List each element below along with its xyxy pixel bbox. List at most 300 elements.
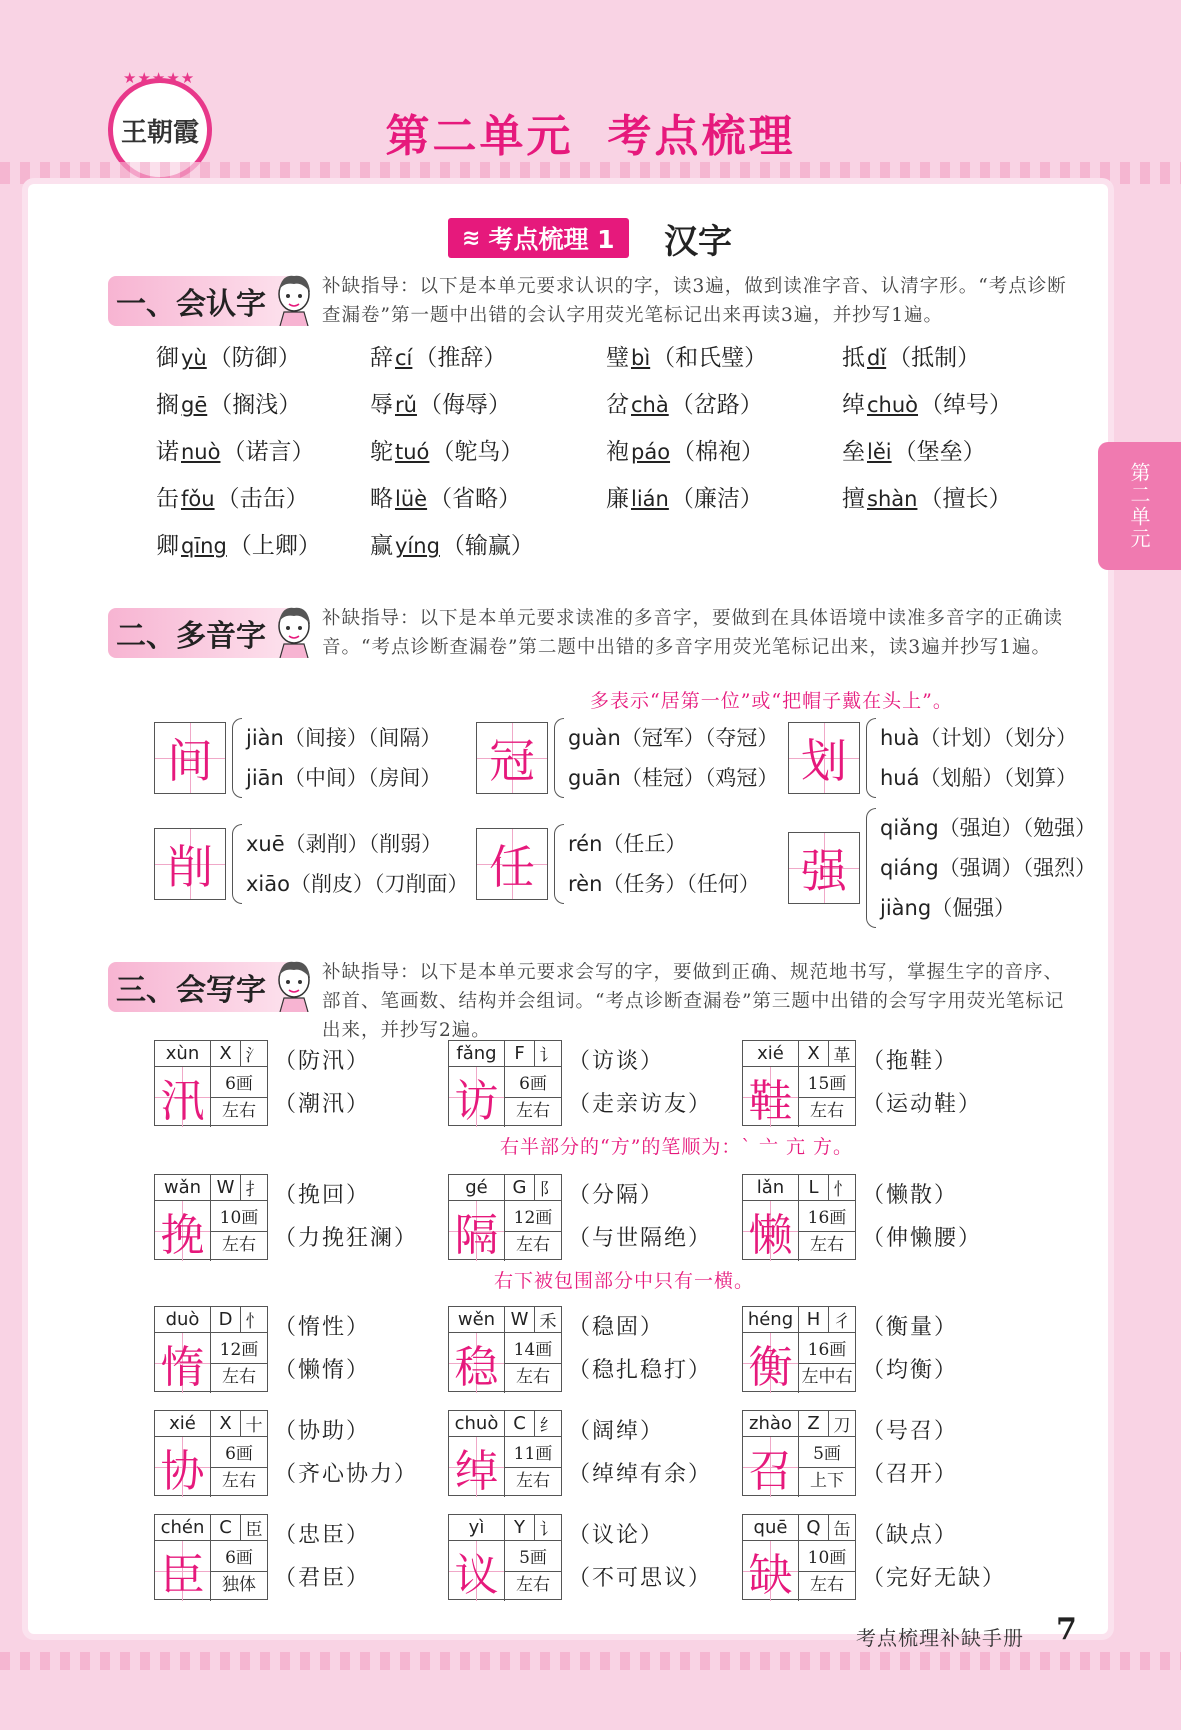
read-pinyin: qīng xyxy=(181,534,227,558)
reading-pinyin: xuē xyxy=(246,832,285,856)
char-meta xyxy=(799,1067,855,1127)
read-char-item xyxy=(156,434,370,470)
read-pinyin: páo xyxy=(631,440,671,464)
read-pinyin: lěi xyxy=(867,440,892,464)
char-info-grid xyxy=(742,1174,856,1260)
reading-words: （剥削）（削弱） xyxy=(284,832,443,856)
read-pinyin: cí xyxy=(395,346,413,370)
part1-guide: 补缺指导：以下是本单元要求认识的字，读3遍，做到读准字音、认清字形。“考点诊断查漏卷”第一题中出错的会认字用荧光笔标记出来再读3遍，并抄写1遍。 xyxy=(322,276,1067,326)
write-char-card xyxy=(742,1040,982,1126)
part3-heading: 三、会写字 xyxy=(108,962,298,1012)
part3-annotation-2: 右下被包围部分中只有一横。 xyxy=(494,1270,755,1292)
char-structure: 左右 xyxy=(222,1100,256,1121)
char-structure: 左右 xyxy=(810,1100,844,1121)
read-pinyin: yù xyxy=(181,346,207,370)
radical: 缶 xyxy=(829,1515,855,1541)
write-char: 协 xyxy=(155,1437,211,1497)
write-pinyin: héng xyxy=(743,1307,799,1333)
read-char-item xyxy=(842,387,1042,423)
reading-pinyin: guān xyxy=(568,766,621,790)
char-meta xyxy=(211,1067,267,1127)
write-char: 衡 xyxy=(743,1333,799,1393)
word-example: （稳扎稳打） xyxy=(568,1357,713,1383)
word-example: （运动鞋） xyxy=(862,1091,983,1117)
polyphone-item xyxy=(154,824,468,904)
read-word: （击缶） xyxy=(216,486,309,512)
char-meta xyxy=(211,1201,267,1261)
word-example: （绰绰有余） xyxy=(568,1461,713,1487)
read-word: （和氏璧） xyxy=(652,345,768,371)
write-char-card xyxy=(742,1514,1006,1600)
write-char-card xyxy=(742,1410,958,1496)
char-meta xyxy=(505,1541,561,1601)
word-list xyxy=(568,1174,712,1260)
read-word: （岔路） xyxy=(670,392,763,418)
read-word: （推辞） xyxy=(414,345,507,371)
radical: 阝 xyxy=(535,1175,561,1201)
reading-words: （强迫）（勉强） xyxy=(938,816,1097,840)
read-char-item xyxy=(606,481,842,517)
student-avatar-icon xyxy=(272,270,316,326)
brace-icon xyxy=(866,718,876,798)
page-title-topic: 考点梳理 xyxy=(607,111,796,162)
char-structure: 上下 xyxy=(810,1470,844,1491)
word-example: （与世隔绝） xyxy=(568,1225,713,1251)
polyphone-reading xyxy=(880,718,1077,758)
reading-pinyin: jiān xyxy=(246,766,284,790)
polyphone-reading xyxy=(568,824,760,864)
polyphone-char: 冠 xyxy=(476,722,548,794)
read-char: 略 xyxy=(370,486,393,512)
char-info-grid xyxy=(448,1040,562,1126)
word-example: （惰性） xyxy=(274,1314,371,1340)
read-char-item xyxy=(156,528,370,564)
reading-words: （倔强） xyxy=(931,896,1016,920)
radical: 刀 xyxy=(829,1411,855,1437)
reading-pinyin: rèn xyxy=(568,872,603,896)
radical: 革 xyxy=(829,1041,855,1067)
read-char: 缶 xyxy=(156,486,179,512)
read-word: （省略） xyxy=(429,486,522,512)
section-title: 汉字 xyxy=(664,222,732,262)
word-example: （稳固） xyxy=(568,1314,665,1340)
char-meta xyxy=(799,1437,855,1497)
char-meta xyxy=(505,1333,561,1393)
part3-annotation-1: 右半部分的“方”的笔顺为：` 亠 亢 方。 xyxy=(500,1136,854,1158)
part2-heading: 二、多音字 xyxy=(108,608,298,658)
index-letter: W xyxy=(505,1307,535,1333)
student-avatar-icon xyxy=(272,956,316,1012)
polyphone-char: 削 xyxy=(154,828,226,900)
read-pinyin: lüè xyxy=(395,487,428,511)
index-letter: W xyxy=(211,1175,241,1201)
radical: 臣 xyxy=(241,1515,267,1541)
read-char: 卿 xyxy=(156,533,179,559)
char-structure: 左右 xyxy=(810,1574,844,1595)
read-char: 搁 xyxy=(156,392,179,418)
word-example: （访谈） xyxy=(568,1048,665,1074)
word-list xyxy=(274,1040,370,1126)
polyphone-reading xyxy=(568,864,760,904)
read-word: （抵制） xyxy=(888,345,981,371)
read-char-item xyxy=(370,481,606,517)
reading-words: （桂冠）（鸡冠） xyxy=(620,766,779,790)
unit-side-tab[interactable] xyxy=(1098,442,1181,570)
read-word: （输赢） xyxy=(441,533,534,559)
reading-pinyin: guàn xyxy=(568,726,621,750)
word-example: （挽回） xyxy=(274,1182,371,1208)
read-char-item xyxy=(606,387,842,423)
word-example: （议论） xyxy=(568,1522,665,1548)
char-info-grid xyxy=(154,1306,268,1392)
polyphone-char: 强 xyxy=(788,832,860,904)
read-word: （搁浅） xyxy=(209,392,302,418)
write-char: 鞋 xyxy=(743,1067,799,1127)
char-structure: 左右 xyxy=(516,1470,550,1491)
read-pinyin: chà xyxy=(631,393,669,417)
part2-annotation: 多表示“居第一位”或“把帽子戴在头上”。 xyxy=(590,690,953,712)
write-pinyin: zhào xyxy=(743,1411,799,1437)
stroke-count: 16画 xyxy=(799,1205,855,1232)
char-meta xyxy=(211,1437,267,1497)
char-structure: 左右 xyxy=(516,1574,550,1595)
char-info-grid xyxy=(154,1410,268,1496)
radical: 忄 xyxy=(241,1307,267,1333)
read-char-item xyxy=(370,434,606,470)
radical: 讠 xyxy=(535,1515,561,1541)
reading-pinyin: huá xyxy=(880,766,920,790)
read-char-item xyxy=(370,340,606,376)
char-info-grid xyxy=(742,1306,856,1392)
polyphone-char: 间 xyxy=(154,722,226,794)
write-pinyin: xié xyxy=(743,1041,799,1067)
word-example: （完好无缺） xyxy=(862,1565,1007,1591)
radical: 十 xyxy=(241,1411,267,1437)
bottom-wave-divider xyxy=(0,1652,1181,1670)
write-char: 惰 xyxy=(155,1333,211,1393)
brace-icon xyxy=(554,718,564,798)
char-info-grid xyxy=(448,1306,562,1392)
char-structure: 左右 xyxy=(222,1234,256,1255)
stroke-count: 5画 xyxy=(505,1545,561,1572)
reading-pinyin: huà xyxy=(880,726,920,750)
polyphone-reading xyxy=(568,758,778,798)
word-example: （协助） xyxy=(274,1418,371,1444)
word-example: （防汛） xyxy=(274,1048,371,1074)
char-meta xyxy=(799,1333,855,1393)
word-list xyxy=(862,1174,982,1260)
index-letter: Y xyxy=(505,1515,535,1541)
stroke-count: 6画 xyxy=(211,1441,267,1468)
char-info-grid xyxy=(742,1040,856,1126)
read-pinyin: fǒu xyxy=(181,487,215,511)
top-wave-divider xyxy=(0,162,1181,184)
stroke-count: 15画 xyxy=(799,1071,855,1098)
polyphone-item xyxy=(154,718,441,798)
polyphone-reading xyxy=(246,864,468,904)
word-list xyxy=(568,1040,712,1126)
stroke-count: 6画 xyxy=(211,1071,267,1098)
word-example: （懒惰） xyxy=(274,1357,371,1383)
write-char: 臣 xyxy=(155,1541,211,1601)
word-example: （召开） xyxy=(862,1461,959,1487)
write-char-card xyxy=(448,1306,712,1392)
word-list xyxy=(274,1514,370,1600)
word-example: （君臣） xyxy=(274,1565,371,1591)
word-example: （缺点） xyxy=(862,1522,959,1548)
read-char: 璧 xyxy=(606,345,629,371)
radical: 禾 xyxy=(535,1307,561,1333)
write-char: 懒 xyxy=(743,1201,799,1261)
polyphone-reading xyxy=(246,758,441,798)
reading-pinyin: qiáng xyxy=(880,856,939,880)
read-pinyin: shàn xyxy=(867,487,918,511)
wave-icon: ≋ xyxy=(462,225,481,251)
write-char-card xyxy=(154,1174,418,1260)
read-word: （擅长） xyxy=(919,486,1012,512)
char-structure: 左右 xyxy=(810,1234,844,1255)
write-char-card xyxy=(448,1040,712,1126)
word-list xyxy=(862,1514,1006,1600)
stroke-count: 10画 xyxy=(799,1545,855,1572)
char-info-grid xyxy=(154,1174,268,1260)
radical: 氵 xyxy=(241,1041,267,1067)
stroke-count: 6画 xyxy=(505,1071,561,1098)
stroke-count: 12画 xyxy=(211,1337,267,1364)
char-structure: 左右 xyxy=(516,1100,550,1121)
read-pinyin: bì xyxy=(631,346,651,370)
write-char: 挽 xyxy=(155,1201,211,1261)
write-char: 隔 xyxy=(449,1201,505,1261)
stroke-count: 5画 xyxy=(799,1441,855,1468)
write-char-card xyxy=(742,1174,982,1260)
read-char-item xyxy=(842,340,1042,376)
write-char-card xyxy=(154,1040,370,1126)
read-char: 廉 xyxy=(606,486,629,512)
write-char: 访 xyxy=(449,1067,505,1127)
logo-text: 王朝霞 xyxy=(120,117,199,148)
word-example: （分隔） xyxy=(568,1182,665,1208)
polyphone-char: 划 xyxy=(788,722,860,794)
read-word: （绰号） xyxy=(920,392,1013,418)
polyphone-item xyxy=(788,808,1096,928)
word-list xyxy=(862,1410,958,1496)
page-title xyxy=(0,100,1181,164)
reading-pinyin: jiàng xyxy=(880,896,932,920)
read-char-item xyxy=(842,481,1042,517)
char-info-grid xyxy=(742,1410,856,1496)
brace-icon xyxy=(554,824,564,904)
write-char-card xyxy=(154,1410,418,1496)
index-letter: X xyxy=(211,1411,241,1437)
polyphone-reading xyxy=(568,718,778,758)
reading-pinyin: jiàn xyxy=(246,726,284,750)
radical: 彳 xyxy=(829,1307,855,1333)
word-example: （懒散） xyxy=(862,1182,959,1208)
part3-guide: 补缺指导：以下是本单元要求会写的字，要做到正确、规范地书写，掌握生字的音序、部首、笔画数、结构并会组词。“考点诊断查漏卷”第三题中出错的会写字用荧光笔标记出来，并抄写2遍。 xyxy=(322,962,1065,1041)
write-char: 汛 xyxy=(155,1067,211,1127)
book-title: 考点梳理补缺手册 xyxy=(856,1626,1024,1650)
read-char: 岔 xyxy=(606,392,629,418)
radical: 扌 xyxy=(241,1175,267,1201)
char-meta xyxy=(211,1541,267,1601)
char-info-grid xyxy=(742,1514,856,1600)
write-char: 绰 xyxy=(449,1437,505,1497)
read-pinyin: gē xyxy=(181,393,208,417)
word-example: （号召） xyxy=(862,1418,959,1444)
write-pinyin: chuò xyxy=(449,1411,505,1437)
read-word: （诺言） xyxy=(222,439,315,465)
write-char-card xyxy=(154,1514,370,1600)
index-letter: Z xyxy=(799,1411,829,1437)
char-info-grid xyxy=(154,1514,268,1600)
read-char: 绰 xyxy=(842,392,865,418)
write-pinyin: yì xyxy=(449,1515,505,1541)
page-number: 7 xyxy=(1056,1612,1077,1647)
read-char-item xyxy=(156,481,370,517)
write-char: 稳 xyxy=(449,1333,505,1393)
reading-words: （划船）（划算） xyxy=(919,766,1077,790)
read-word: （堡垒） xyxy=(893,439,986,465)
index-letter: C xyxy=(211,1515,241,1541)
read-char-item xyxy=(370,528,606,564)
read-word: （上卿） xyxy=(228,533,321,559)
write-char-card xyxy=(448,1410,712,1496)
index-letter: C xyxy=(505,1411,535,1437)
read-char-item xyxy=(156,387,370,423)
write-char-card xyxy=(154,1306,370,1392)
read-char-item xyxy=(370,387,606,423)
radical: 忄 xyxy=(829,1175,855,1201)
read-char: 抵 xyxy=(842,345,865,371)
stroke-count: 6画 xyxy=(211,1545,267,1572)
write-pinyin: duò xyxy=(155,1307,211,1333)
logo-stars: ★★★★★ xyxy=(123,69,196,87)
write-char-card xyxy=(742,1306,958,1392)
word-list xyxy=(568,1514,712,1600)
reading-words: （强调）（强烈） xyxy=(938,856,1097,880)
read-word: （棉袍） xyxy=(672,439,765,465)
read-char-item xyxy=(842,434,1042,470)
word-list xyxy=(274,1306,370,1392)
polyphone-reading xyxy=(880,848,1096,888)
char-structure: 左右 xyxy=(516,1366,550,1387)
reading-words: （间接）（间隔） xyxy=(283,726,442,750)
word-example: （阔绰） xyxy=(568,1418,665,1444)
word-example: （均衡） xyxy=(862,1357,959,1383)
read-char-grid xyxy=(156,340,1036,564)
section-banner xyxy=(448,218,629,258)
word-example: （潮汛） xyxy=(274,1091,371,1117)
word-list xyxy=(568,1306,712,1392)
polyphone-reading xyxy=(880,888,1096,928)
polyphone-char: 任 xyxy=(476,828,548,900)
write-pinyin: quē xyxy=(743,1515,799,1541)
reading-words: （任丘） xyxy=(602,832,687,856)
read-char: 垒 xyxy=(842,439,865,465)
index-letter: G xyxy=(505,1175,535,1201)
char-info-grid xyxy=(448,1514,562,1600)
polyphone-item xyxy=(476,718,778,798)
read-word: （防御） xyxy=(208,345,301,371)
index-letter: D xyxy=(211,1307,241,1333)
char-structure: 左右 xyxy=(516,1234,550,1255)
index-letter: Q xyxy=(799,1515,829,1541)
read-word: （鸵鸟） xyxy=(431,439,524,465)
index-letter: X xyxy=(799,1041,829,1067)
write-char-card xyxy=(448,1174,712,1260)
char-structure: 左右 xyxy=(222,1470,256,1491)
read-char: 鸵 xyxy=(370,439,393,465)
char-meta xyxy=(799,1541,855,1601)
read-char: 辞 xyxy=(370,345,393,371)
reading-pinyin: qiǎng xyxy=(880,816,939,840)
read-pinyin: nuò xyxy=(181,440,221,464)
read-char-item xyxy=(606,340,842,376)
write-char: 召 xyxy=(743,1437,799,1497)
write-char: 缺 xyxy=(743,1541,799,1601)
word-example: （忠臣） xyxy=(274,1522,371,1548)
word-list xyxy=(862,1040,982,1126)
write-pinyin: chén xyxy=(155,1515,211,1541)
write-pinyin: lǎn xyxy=(743,1175,799,1201)
section-banner-label: 考点梳理 1 xyxy=(488,225,615,254)
read-word: （廉洁） xyxy=(670,486,763,512)
student-avatar-icon xyxy=(272,602,316,658)
polyphone-item xyxy=(476,824,760,904)
char-structure: 左右 xyxy=(222,1366,256,1387)
radical: 讠 xyxy=(535,1041,561,1067)
read-word: （侮辱） xyxy=(418,392,511,418)
write-char-card xyxy=(448,1514,712,1600)
read-pinyin: tuó xyxy=(395,440,430,464)
read-pinyin: rǔ xyxy=(395,393,417,417)
brace-icon xyxy=(866,808,876,928)
index-letter: F xyxy=(505,1041,535,1067)
read-char-item xyxy=(156,340,370,376)
reading-pinyin: rén xyxy=(568,832,603,856)
stroke-count: 10画 xyxy=(211,1205,267,1232)
write-pinyin: gé xyxy=(449,1175,505,1201)
page-title-unit: 第二单元 xyxy=(385,111,574,162)
char-info-grid xyxy=(448,1174,562,1260)
write-pinyin: xié xyxy=(155,1411,211,1437)
word-example: （拖鞋） xyxy=(862,1048,959,1074)
char-meta xyxy=(505,1437,561,1497)
read-char: 赢 xyxy=(370,533,393,559)
char-meta xyxy=(505,1067,561,1127)
index-letter: X xyxy=(211,1041,241,1067)
word-list xyxy=(274,1174,418,1260)
read-char: 御 xyxy=(156,345,179,371)
write-pinyin: wǎn xyxy=(155,1175,211,1201)
side-tab-label: 第二单元 xyxy=(1127,462,1151,550)
word-example: （不可思议） xyxy=(568,1565,713,1591)
char-meta xyxy=(799,1201,855,1261)
word-list xyxy=(274,1410,418,1496)
write-pinyin: wěn xyxy=(449,1307,505,1333)
word-list xyxy=(862,1306,958,1392)
polyphone-reading xyxy=(880,758,1077,798)
part2-guide: 补缺指导：以下是本单元要求读准的多音字，要做到在具体语境中读准多音字的正确读音。“考点诊断查漏卷”第二题中出错的多音字用荧光笔标记出来，读3遍并抄写1遍。 xyxy=(322,608,1064,658)
polyphone-reading xyxy=(880,808,1096,848)
char-structure: 独体 xyxy=(222,1574,256,1595)
read-pinyin: chuò xyxy=(867,393,919,417)
read-char: 袍 xyxy=(606,439,629,465)
polyphone-reading xyxy=(246,718,441,758)
brace-icon xyxy=(232,824,242,904)
word-example: （走亲访友） xyxy=(568,1091,713,1117)
